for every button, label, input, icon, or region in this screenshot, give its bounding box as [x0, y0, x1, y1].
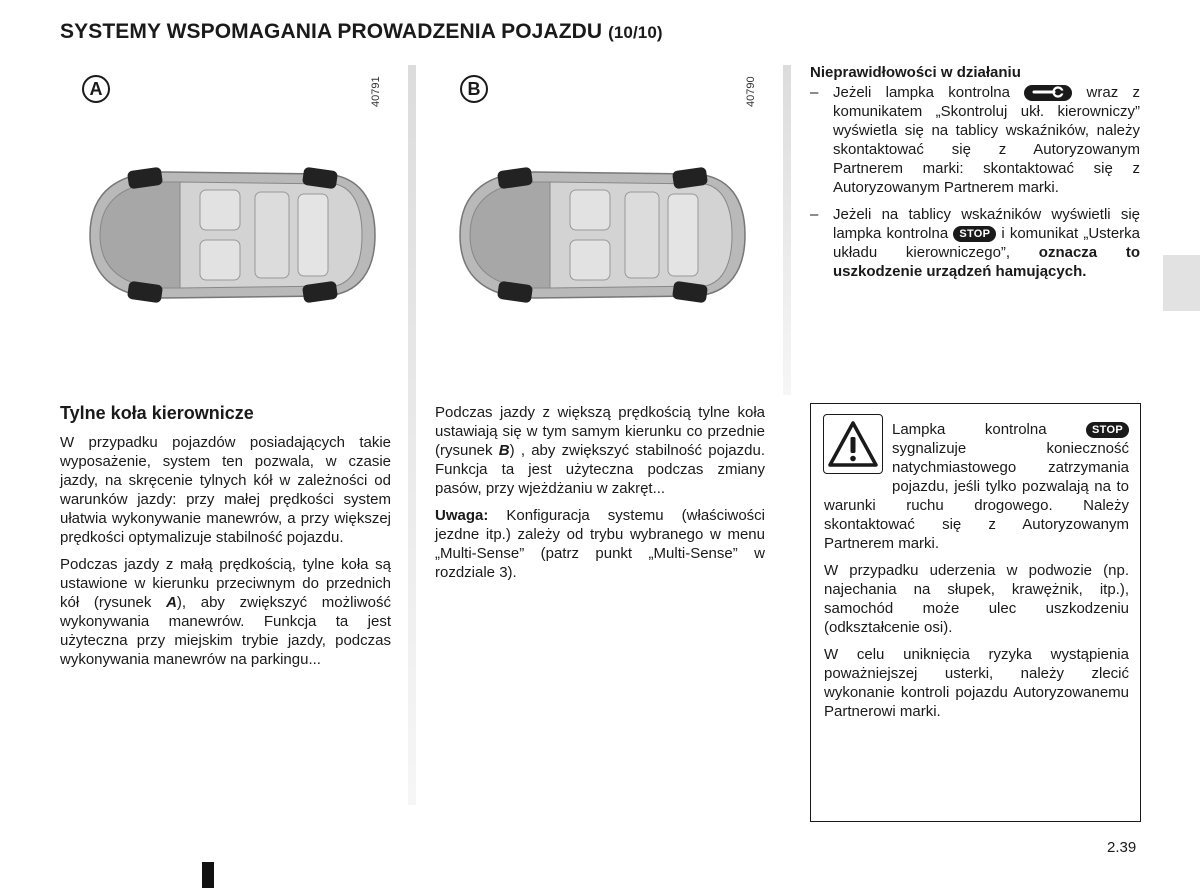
car-top-view-a — [70, 160, 390, 310]
service-wrench-icon — [1024, 85, 1072, 101]
text-run: sygnalizuje konieczność natychmiastowego zatrzymania pojazdu, jeśli tylko pozwalają na to warunki ruchu drogowego. Należy skontaktować się z Autoryzowanym Partnerem marki. — [824, 440, 1129, 552]
note-label: Uwaga: — [435, 507, 489, 524]
column-2-text — [435, 403, 765, 590]
text-run: i komunikat „Usterka układu kierowniczego”, — [833, 225, 1140, 261]
text-run: Podczas jazdy z małą prędkością, tylne koła są ustawione w kierunku przeciwnym do przednich kół (rysunek — [60, 556, 391, 611]
list-item — [810, 83, 1140, 197]
malfunctions-section — [810, 63, 1140, 289]
figure-reference: A — [166, 594, 177, 611]
column-1-text — [60, 433, 391, 677]
text-run: Podczas jazdy z większą prędkością tylne koła ustawiają się w tym samym kierunku co przednie (rysunek — [435, 404, 765, 459]
warning-box — [810, 403, 1141, 822]
stop-warning-lamp-icon: STOP — [953, 226, 996, 242]
page-title — [60, 20, 663, 44]
paragraph: W przypadku uderzenia w podwozie (np. najechania na słupek, krawężnik, itp.), samochód może ulec uszkodzeniu (odkształcenie osi). — [824, 562, 1129, 636]
list-dash: – — [810, 84, 819, 101]
text-run: ), aby zwiększyć możliwość wykonywania manewrów. Funkcja ta jest użyteczna przy miejskim trybie jazdy, podczas wykonywania manewrów na parkingu... — [60, 594, 391, 668]
paragraph — [435, 403, 765, 498]
paragraph — [60, 555, 391, 669]
figure-a — [60, 65, 395, 365]
paragraph — [435, 506, 765, 582]
paragraph: W celu uniknięcia ryzyka wystąpienia poważniejszej usterki, należy zlecić wykonanie kontroli pojazdu Autoryzowanemu Partnerowi marki. — [824, 646, 1129, 720]
page-title-text: SYSTEMY WSPOMAGANIA PROWADZENIA POJAZDU — [60, 20, 603, 43]
crop-mark — [202, 862, 214, 888]
list-item — [810, 205, 1140, 281]
figure-code-b: 40790 — [745, 76, 757, 107]
figure-label-a: A — [82, 75, 110, 103]
page-title-part: (10/10) — [608, 23, 663, 42]
text-run: Jeżeli na tablicy wskaźników wyświetli się lampka kontrolna — [833, 206, 1140, 242]
warning-text — [824, 420, 1129, 729]
paragraph: W przypadku pojazdów posiadających takie wyposażenie, system ten pozwala, w czasie jazdy, na skręcenie tylnych kół w zależności od warunków jazdy: przy małej prędkości system ułatwia wykonywanie manewrów, a przy większej prędkości optymalizuje stabilność pojazdu. — [60, 434, 391, 546]
text-run: Konfiguracja systemu (właściwości jezdne itp.) zależy od trybu wybranego w menu „Multi-Sense” (patrz punkt „Multi-Sense” w rozdziale 3). — [435, 507, 765, 581]
car-top-view-b — [440, 160, 760, 310]
paragraph — [824, 420, 1129, 553]
figure-reference: B — [498, 442, 510, 459]
chapter-thumb-tab — [1163, 255, 1200, 311]
figure-code-a: 40791 — [370, 76, 382, 107]
text-run: Jeżeli lampka kontrolna — [833, 84, 1025, 101]
text-run-bold: oznacza to uszkodzenie urządzeń hamujących. — [833, 244, 1140, 280]
text-run: ) , aby zwiększyć stabilność pojazdu. Funkcja ta jest użyteczna podczas zmiany pasów, przy wjeżdżaniu w zakręt... — [435, 442, 765, 497]
list-dash: – — [810, 206, 819, 223]
stop-warning-lamp-icon: STOP — [1086, 422, 1129, 438]
text-run: wraz z komunikatem „Skontroluj ukł. kierowniczy” wyświetla się na tablicy wskaźników, należy skontaktować się z Autoryzowanym Partnerem marki: skontaktować się z Autoryzowanym Partnerem marki. — [833, 84, 1140, 196]
figure-b — [435, 65, 770, 365]
section-heading: Tylne koła kierownicze — [60, 403, 254, 423]
figure-label-b: B — [460, 75, 488, 103]
text-run: Lampka kontrolna — [892, 421, 1087, 438]
column-separator-right — [783, 65, 791, 395]
page-number: 2.39 — [1107, 839, 1137, 856]
column-separator-left — [408, 65, 416, 805]
subsection-heading: Nieprawidłowości w działaniu — [810, 64, 1021, 81]
